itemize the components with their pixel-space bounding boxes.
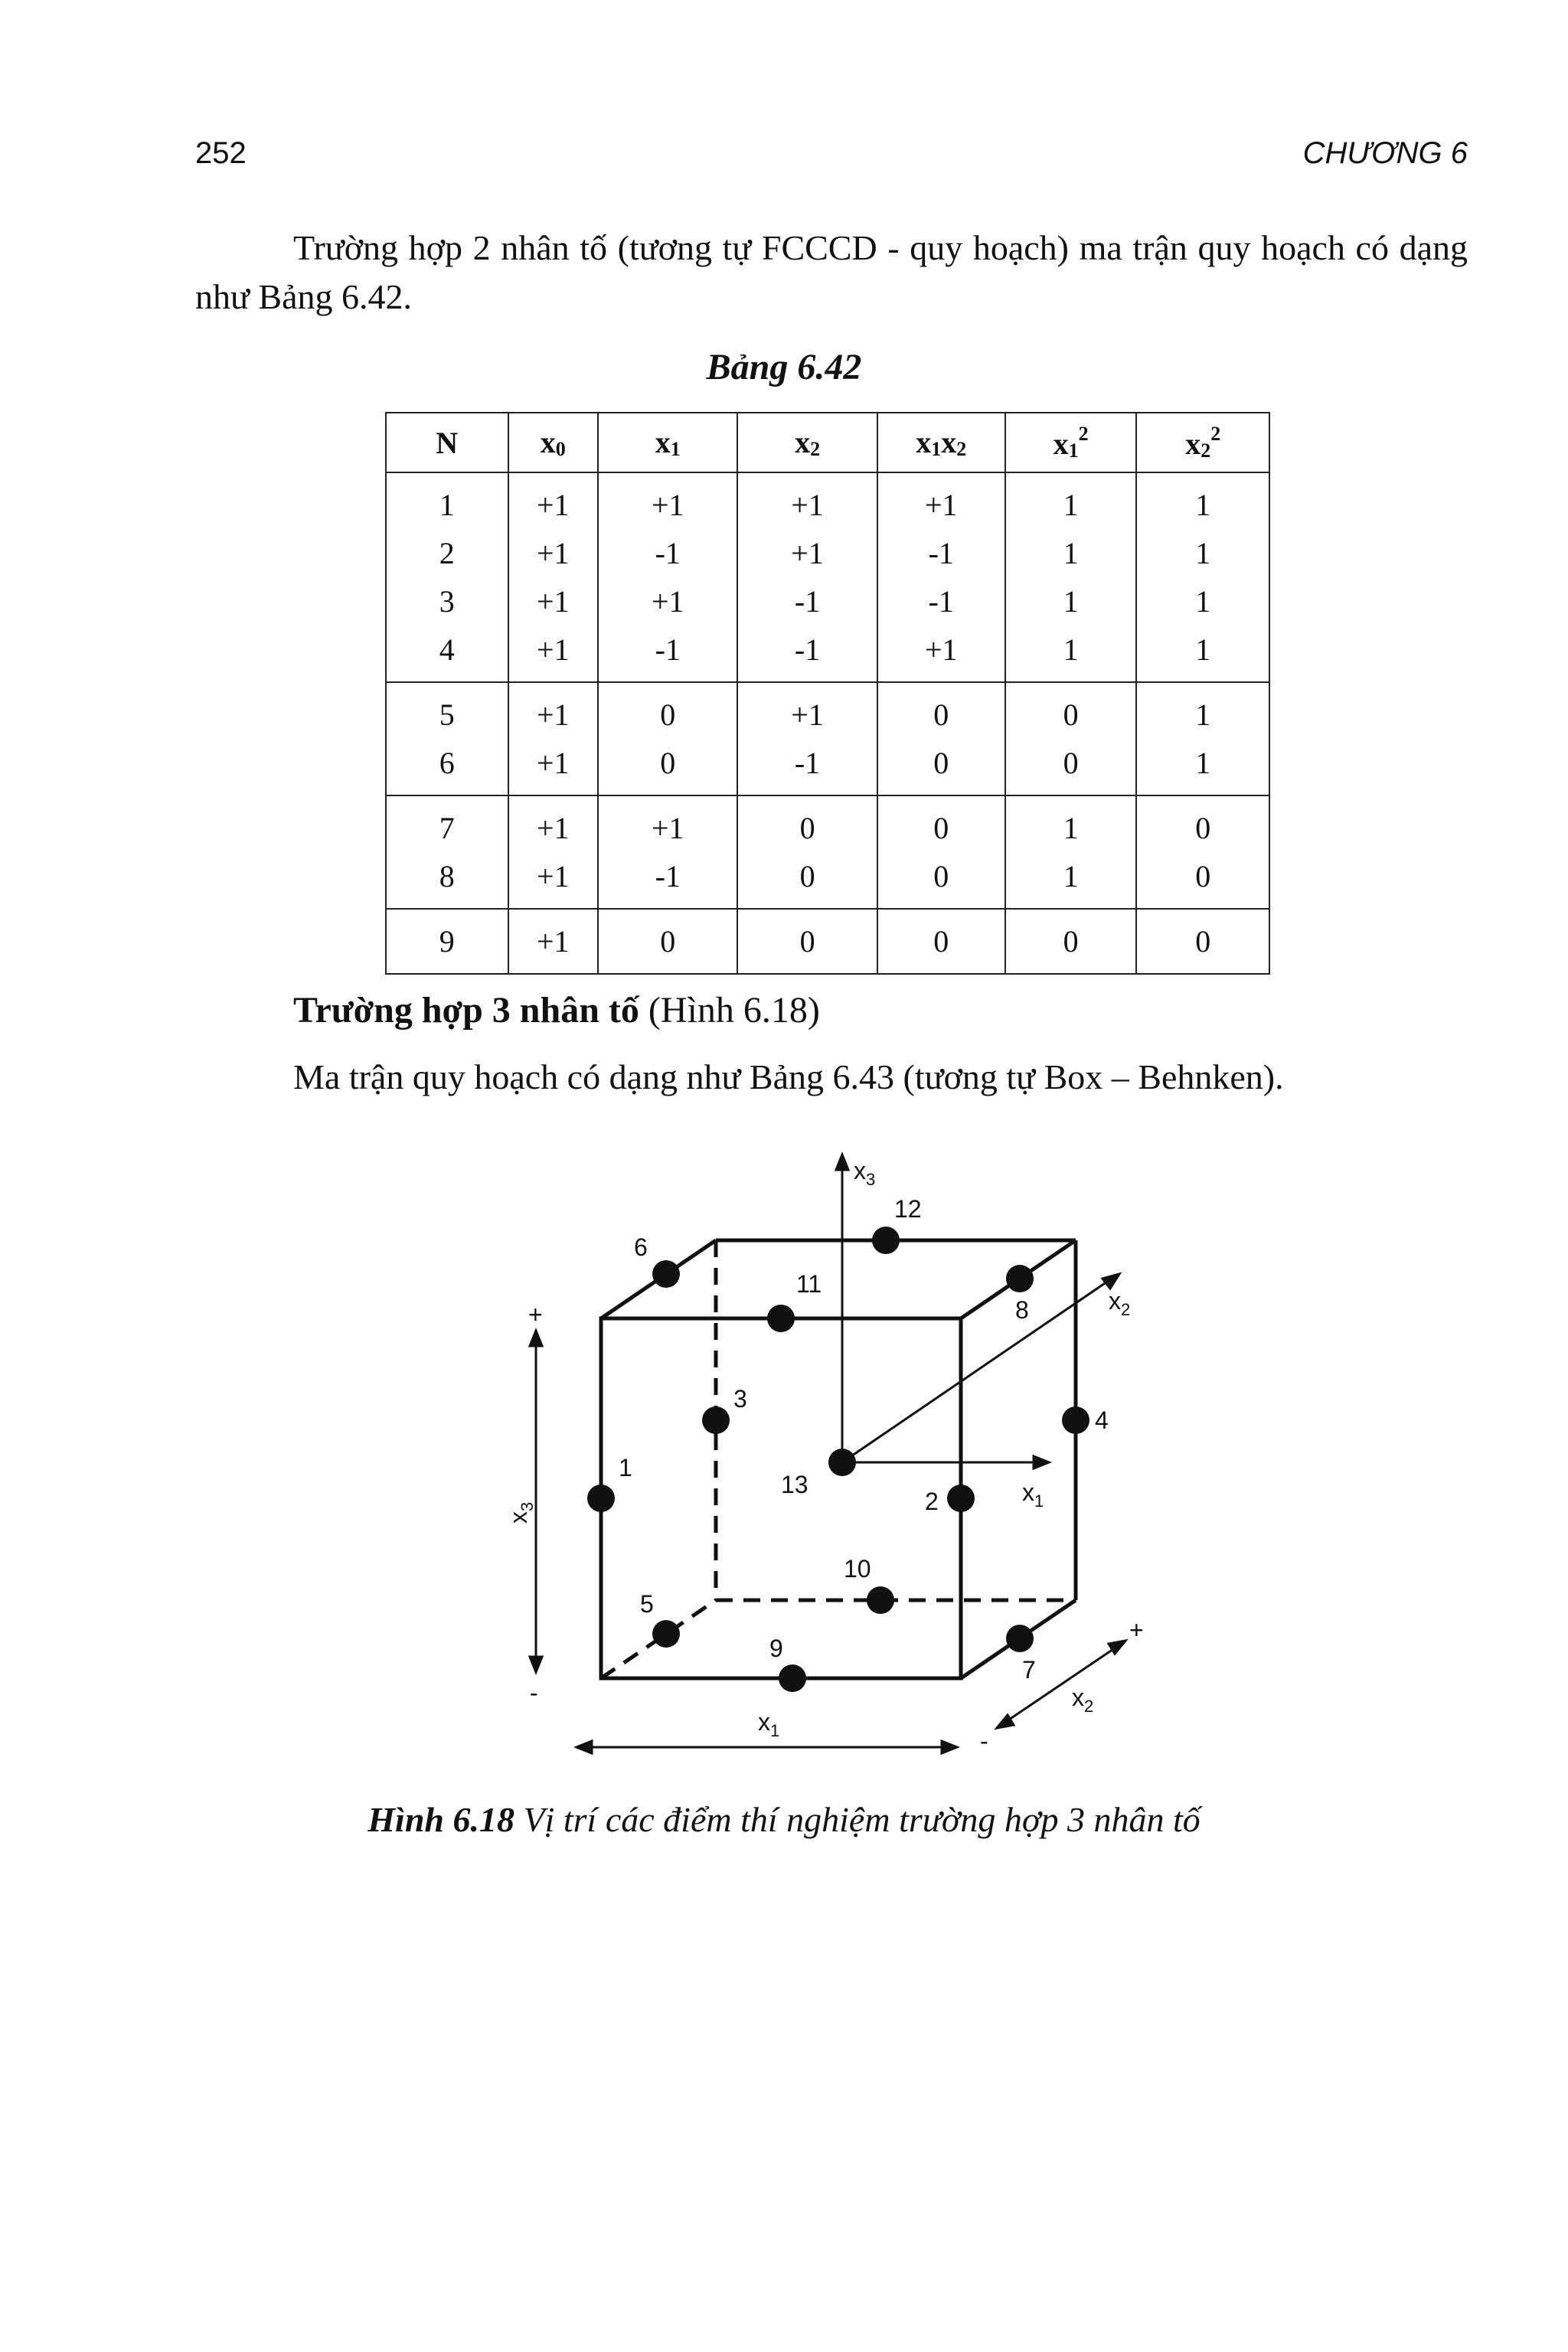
table-cell: 2 xyxy=(386,529,508,577)
point-11 xyxy=(767,1305,795,1332)
table-cell: 0 xyxy=(737,909,877,974)
point-label-6: 6 xyxy=(634,1233,648,1261)
point-label-5: 5 xyxy=(640,1590,654,1618)
col-x1: x1 xyxy=(598,413,737,472)
section-paragraph: Ma trận quy hoạch có dạng như Bảng 6.43 (tương tự Box – Behnken). xyxy=(293,1057,1284,1096)
point-9 xyxy=(779,1664,806,1692)
point-label-4: 4 xyxy=(1095,1406,1109,1434)
table-cell: -1 xyxy=(737,577,877,626)
figure-caption-text: Vị trí các điểm thí nghiệm trường hợp 3 nhân tố xyxy=(514,1800,1200,1839)
table-cell: 0 xyxy=(598,909,737,974)
point-13 xyxy=(828,1449,856,1476)
table-cell: 0 xyxy=(737,852,877,909)
col-x1sq: $x1^2$ xyxy=(1005,413,1137,472)
table-cell: -1 xyxy=(737,739,877,795)
axis-x3-arrowhead xyxy=(836,1155,848,1170)
figure-caption xyxy=(0,1799,1568,1840)
table-cell: +1 xyxy=(508,472,599,529)
axis-label-x1-bottom: $x_1$ xyxy=(758,1708,780,1740)
table-cell: 1 xyxy=(1136,739,1269,795)
table-cell: 0 xyxy=(877,795,1005,852)
axis-label-x2-inner: $x_2$ xyxy=(1109,1287,1131,1319)
table-row xyxy=(386,472,1269,529)
point-label-10: 10 xyxy=(844,1555,871,1583)
table-cell: +1 xyxy=(877,626,1005,682)
table-cell: +1 xyxy=(598,795,737,852)
table-cell: 1 xyxy=(1136,472,1269,529)
table-cell: 0 xyxy=(1136,852,1269,909)
axis-x1-arrowhead xyxy=(1034,1456,1049,1468)
point-label-7: 7 xyxy=(1022,1656,1036,1684)
col-x2sq: $x2^2$ xyxy=(1136,413,1269,472)
table-cell: 0 xyxy=(1005,682,1137,739)
table-cell: +1 xyxy=(508,739,599,795)
chapter-label: CHƯƠNG 6 xyxy=(1302,136,1468,170)
point-label-12: 12 xyxy=(894,1195,922,1223)
table-cell: 3 xyxy=(386,577,508,626)
table-cell: 0 xyxy=(1005,909,1137,974)
point-7 xyxy=(1006,1625,1034,1652)
table-caption: Bảng 6.42 xyxy=(706,347,862,387)
table-row xyxy=(386,739,1269,795)
table-cell: 8 xyxy=(386,852,508,909)
figure-caption-label: Hình 6.18 xyxy=(368,1800,514,1839)
point-12 xyxy=(872,1227,900,1254)
table-row xyxy=(386,626,1269,682)
table-cell: +1 xyxy=(508,682,599,739)
table-cell: +1 xyxy=(737,472,877,529)
table-cell: +1 xyxy=(508,852,599,909)
table-cell: 0 xyxy=(877,909,1005,974)
table-cell: +1 xyxy=(508,909,599,974)
table-cell: -1 xyxy=(737,626,877,682)
cube-diagram xyxy=(490,1148,1148,1761)
table-cell: 0 xyxy=(1136,909,1269,974)
design-matrix-table xyxy=(385,412,1270,975)
table-header-row xyxy=(386,413,1269,472)
table-cell: 1 xyxy=(1005,852,1137,909)
table-cell: 7 xyxy=(386,795,508,852)
table-cell: 1 xyxy=(1005,529,1137,577)
table-row xyxy=(386,529,1269,577)
section-heading xyxy=(293,989,820,1031)
axis-label-x1-inner: $x_1$ xyxy=(1022,1478,1044,1511)
table-cell: -1 xyxy=(877,577,1005,626)
table-cell: +1 xyxy=(877,472,1005,529)
table-row xyxy=(386,682,1269,739)
point-6 xyxy=(652,1260,680,1288)
point-label-3: 3 xyxy=(733,1385,747,1413)
table-cell: +1 xyxy=(737,682,877,739)
table-cell: 1 xyxy=(1005,577,1137,626)
axis-label-x3-top: $x_3$ xyxy=(854,1157,876,1189)
table-cell: 0 xyxy=(598,682,737,739)
table-cell: 1 xyxy=(1136,682,1269,739)
section-heading-ref: (Hình 6.18) xyxy=(648,990,820,1031)
table-row xyxy=(386,577,1269,626)
point-4 xyxy=(1062,1406,1089,1434)
page-header xyxy=(195,136,1468,182)
table-cell: -1 xyxy=(877,529,1005,577)
col-x0: x0 xyxy=(508,413,599,472)
table-cell: -1 xyxy=(598,852,737,909)
table-cell: 1 xyxy=(386,472,508,529)
axis-label-x3-left: $x_3$ xyxy=(505,1501,537,1524)
table-cell: +1 xyxy=(598,472,737,529)
table-cell: 1 xyxy=(1136,529,1269,577)
table-cell: 5 xyxy=(386,682,508,739)
point-label-8: 8 xyxy=(1015,1296,1029,1324)
table-cell: +1 xyxy=(508,529,599,577)
table-cell: 0 xyxy=(1005,739,1137,795)
point-label-13: 13 xyxy=(781,1471,808,1498)
table-cell: +1 xyxy=(508,577,599,626)
table-row xyxy=(386,852,1269,909)
table-cell: 1 xyxy=(1136,626,1269,682)
table-row xyxy=(386,795,1269,852)
table-cell: 0 xyxy=(598,739,737,795)
table-cell: 0 xyxy=(1136,795,1269,852)
col-x2: x2 xyxy=(737,413,877,472)
x3-minus-sign: - xyxy=(530,1679,538,1707)
point-2 xyxy=(947,1485,975,1512)
intro-paragraph: Trường hợp 2 nhân tố (tương tự FCCCD - quy hoạch) ma trận quy hoạch có dạng như Bảng 6.42. xyxy=(195,228,1468,316)
cube-front-face xyxy=(601,1318,961,1678)
table-cell: 0 xyxy=(737,795,877,852)
point-3 xyxy=(702,1406,730,1434)
point-label-2: 2 xyxy=(925,1488,939,1515)
table-cell: +1 xyxy=(598,577,737,626)
page-number: 252 xyxy=(195,136,247,170)
section-heading-bold: Trường hợp 3 nhân tố xyxy=(293,990,639,1031)
table-cell: 9 xyxy=(386,909,508,974)
table-cell: 1 xyxy=(1005,795,1137,852)
table-cell: 0 xyxy=(877,739,1005,795)
table-cell: +1 xyxy=(508,626,599,682)
point-label-1: 1 xyxy=(619,1454,632,1481)
table-cell: -1 xyxy=(598,626,737,682)
table-cell: +1 xyxy=(737,529,877,577)
table-cell: -1 xyxy=(598,529,737,577)
x3-plus-sign: + xyxy=(528,1301,543,1328)
point-label-9: 9 xyxy=(769,1635,783,1662)
table-cell: +1 xyxy=(508,795,599,852)
point-label-11: 11 xyxy=(796,1270,822,1298)
point-10 xyxy=(867,1586,894,1614)
table-cell: 6 xyxy=(386,739,508,795)
table-cell: 1 xyxy=(1005,626,1137,682)
col-x1x2: x1x2 xyxy=(877,413,1005,472)
col-n: N xyxy=(386,413,508,472)
point-1 xyxy=(587,1485,615,1512)
table-cell: 0 xyxy=(877,682,1005,739)
table-row xyxy=(386,909,1269,974)
x2-minus-sign: - xyxy=(980,1727,988,1755)
table-cell: 4 xyxy=(386,626,508,682)
table-cell: 0 xyxy=(877,852,1005,909)
table-cell: 1 xyxy=(1136,577,1269,626)
point-5 xyxy=(652,1620,680,1648)
table-cell: 1 xyxy=(1005,472,1137,529)
x2-plus-sign: + xyxy=(1129,1616,1144,1644)
point-8 xyxy=(1006,1265,1034,1292)
axis-label-x2-bottom: $x_2$ xyxy=(1072,1684,1094,1716)
